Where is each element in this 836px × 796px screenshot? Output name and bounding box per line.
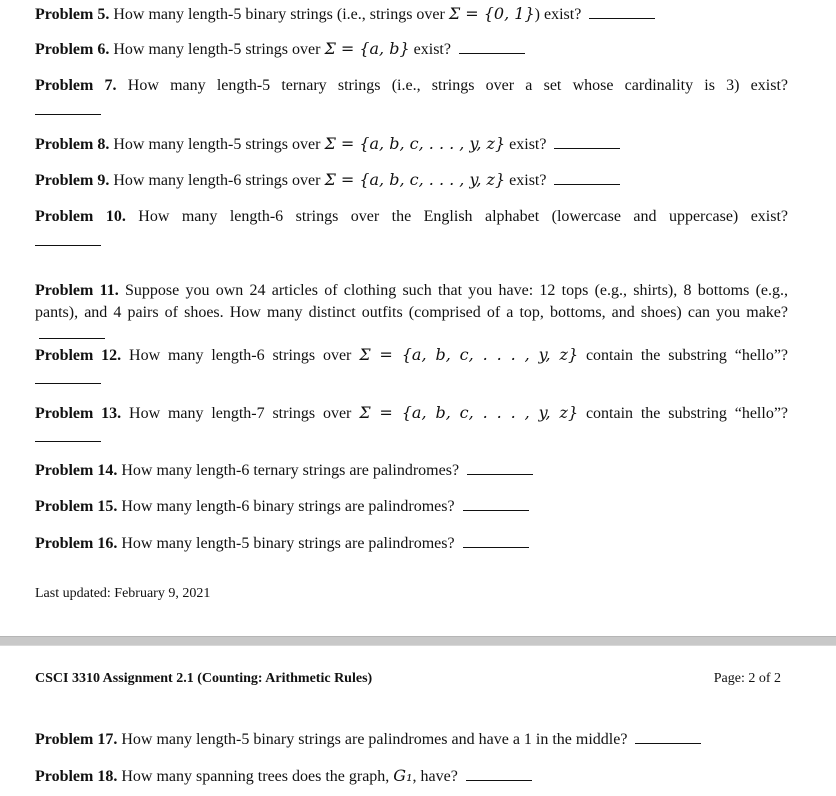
problem-9	[35, 169, 788, 192]
problem-7	[35, 75, 788, 97]
problem-text: How many length-5 strings over	[113, 41, 325, 58]
problem-text: contain the substring “hello”?	[578, 405, 789, 422]
problem-12	[35, 344, 788, 367]
answer-blank	[463, 533, 529, 548]
answer-blank	[554, 134, 620, 149]
answer-blank	[467, 460, 533, 475]
answer-blank	[466, 766, 532, 781]
problem-14	[35, 460, 788, 482]
answer-blank	[554, 170, 620, 185]
problem-text: How many length-6 binary strings are palindromes?	[121, 498, 455, 515]
page-header-number: Page: 2 of 2	[713, 671, 781, 686]
page-header-title: CSCI 3310 Assignment 2.1 (Counting: Arithmetic Rules)	[35, 671, 373, 686]
problem-16	[35, 533, 788, 555]
problem-text: , have?	[412, 768, 458, 785]
problem-text: Suppose you own 24 articles of clothing such that you have: 12 tops (e.g., shirts), 8 bottoms (e.g., pants), and 4 pairs of shoes. How many distinct outfits (comprised of a top, bottoms, and shoes) can you make?	[35, 282, 788, 321]
problem-text: How many length-7 strings over	[129, 405, 360, 422]
answer-blank	[39, 324, 105, 339]
problem-5	[35, 3, 788, 26]
answer-blank	[35, 100, 101, 115]
math-expression: Σ = {a, b, c, . . . , y, z}	[324, 170, 506, 189]
math-expression: Σ = {a, b, c, . . . , y, z}	[359, 345, 579, 364]
math-expression: Σ = {a, b}	[324, 39, 410, 58]
problem-13	[35, 402, 788, 425]
problem-label: Problem 6.	[35, 41, 110, 58]
problem-label: Problem 17.	[35, 731, 118, 748]
math-expression: Σ = {0, 1}	[448, 4, 535, 23]
math-expression: Σ = {a, b, c, . . . , y, z}	[359, 403, 579, 422]
problem-label: Problem 15.	[35, 498, 118, 515]
problem-text: How many length-5 binary strings are palindromes?	[121, 535, 455, 552]
answer-blank	[35, 427, 101, 442]
problem-text: exist?	[505, 172, 547, 189]
problem-label: Problem 9.	[35, 172, 110, 189]
math-expression: G₁	[393, 766, 413, 785]
problem-label: Problem 7.	[35, 77, 117, 94]
problem-label: Problem 18.	[35, 768, 118, 785]
answer-blank	[35, 369, 101, 384]
answer-blank	[35, 231, 101, 246]
answer-blank	[463, 496, 529, 511]
page-separator	[0, 636, 836, 646]
problem-text: How many length-6 strings over	[129, 347, 360, 364]
last-updated-footer: Last updated: February 9, 2021	[35, 586, 211, 601]
problem-label: Problem 11.	[35, 282, 119, 299]
problem-label: Problem 5.	[35, 6, 110, 23]
problem-text: exist?	[505, 136, 547, 153]
problem-text: contain the substring “hello”?	[578, 347, 789, 364]
problem-8	[35, 133, 788, 156]
problem-11	[35, 280, 788, 346]
problem-text: How many length-5 binary strings (i.e., strings over	[113, 6, 449, 23]
problem-label: Problem 14.	[35, 462, 118, 479]
answer-blank	[589, 4, 655, 19]
problem-text: How many length-6 strings over the English alphabet (lowercase and uppercase) exist?	[138, 208, 789, 225]
problem-label: Problem 13.	[35, 405, 122, 422]
problem-text: exist?	[409, 41, 451, 58]
problem-text: How many length-5 strings over	[113, 136, 325, 153]
problem-label: Problem 10.	[35, 208, 126, 225]
problem-text: How many length-6 strings over	[113, 172, 325, 189]
problem-label: Problem 12.	[35, 347, 122, 364]
problem-label: Problem 8.	[35, 136, 110, 153]
answer-blank	[459, 39, 525, 54]
problem-10	[35, 206, 788, 228]
problem-text: How many length-5 ternary strings (i.e., strings over a set whose cardinality is 3) exist?	[127, 77, 789, 94]
problem-18	[35, 765, 788, 788]
answer-blank	[635, 729, 701, 744]
problem-text: ) exist?	[534, 6, 582, 23]
problem-17	[35, 729, 788, 751]
problem-text: How many spanning trees does the graph,	[121, 768, 394, 785]
problem-text: How many length-5 binary strings are palindromes and have a 1 in the middle?	[121, 731, 628, 748]
problem-label: Problem 16.	[35, 535, 118, 552]
problem-text: How many length-6 ternary strings are palindromes?	[121, 462, 460, 479]
math-expression: Σ = {a, b, c, . . . , y, z}	[324, 134, 506, 153]
problem-6	[35, 38, 788, 61]
problem-15	[35, 496, 788, 518]
